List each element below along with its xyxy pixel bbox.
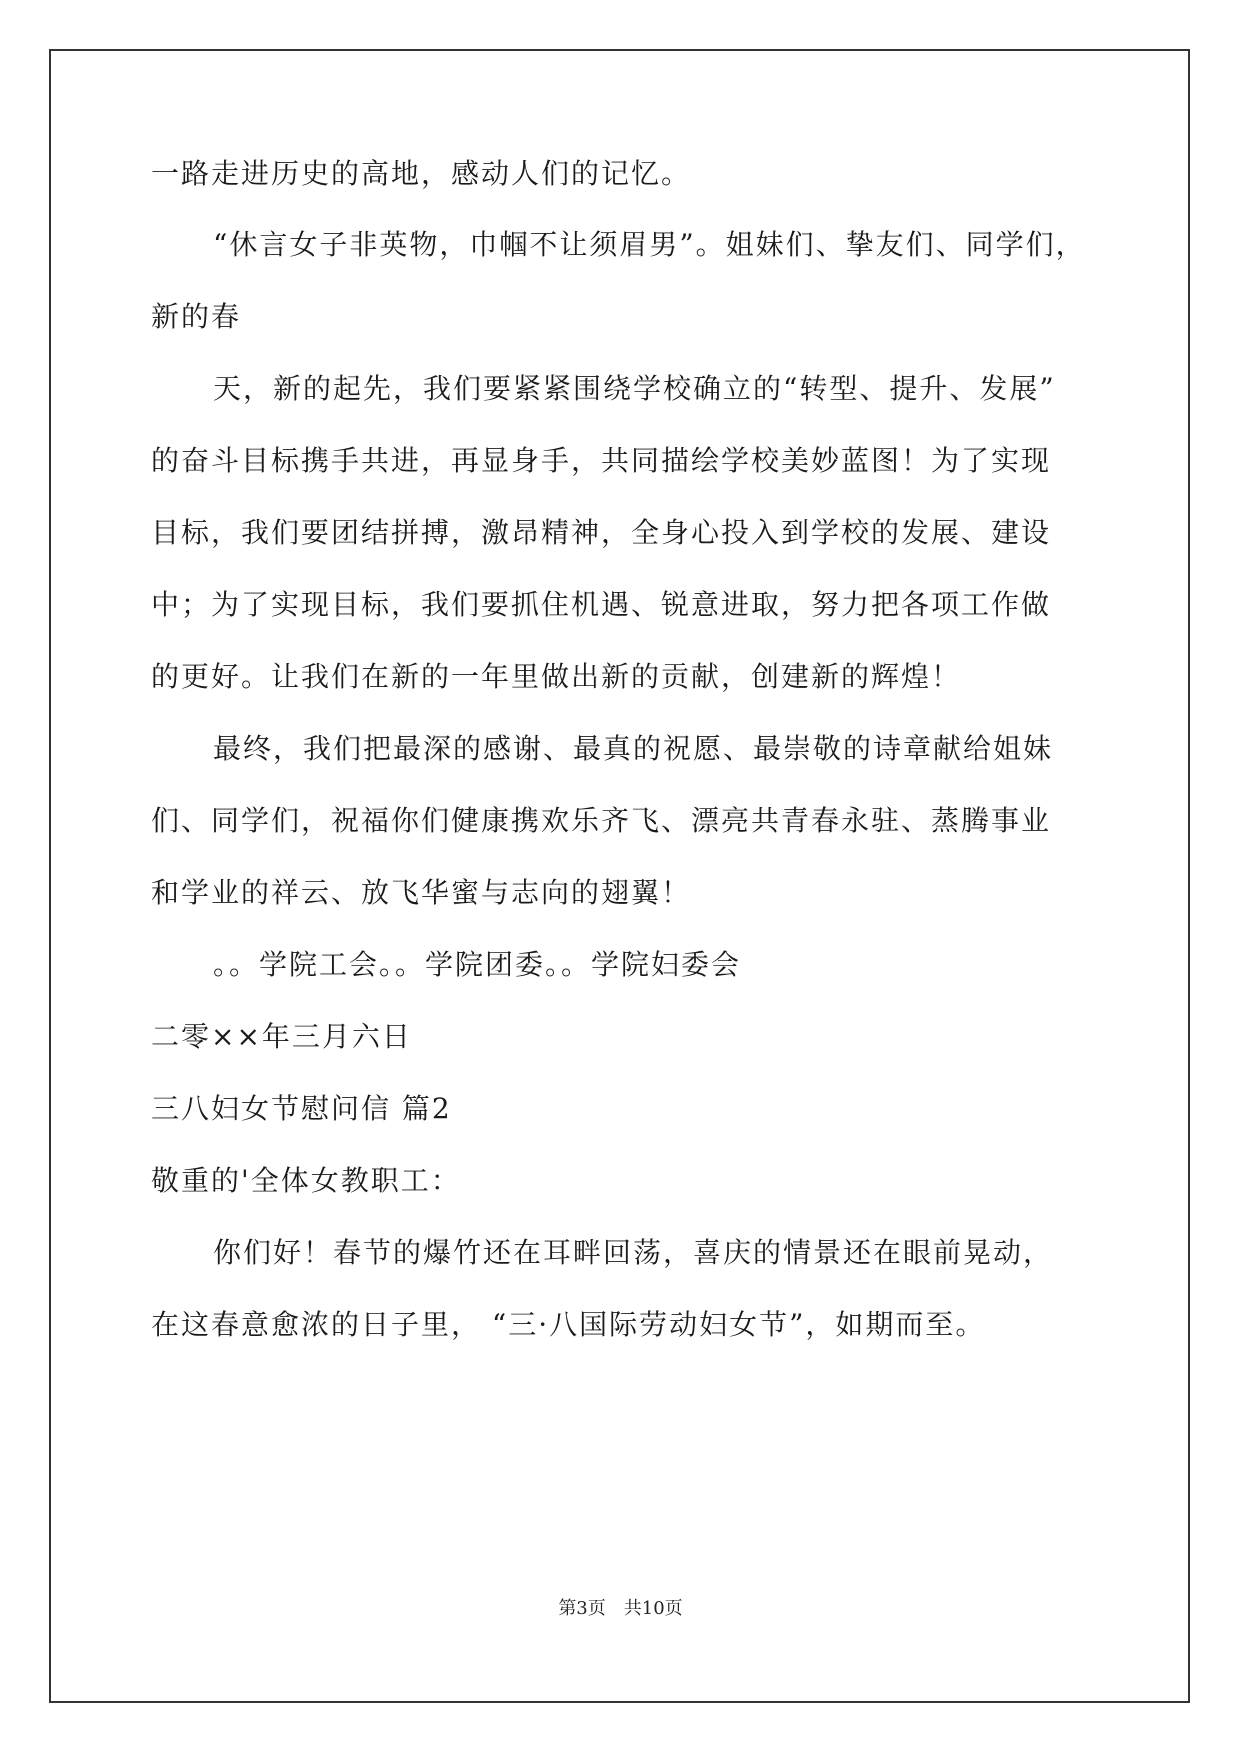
text-line: 目标，我们要团结拼搏，激昂精神，全身心投入到学校的发展、建设 — [151, 516, 1052, 549]
text-line: 们、同学们，祝福你们健康携欢乐齐飞、漂亮共青春永驻、蒸腾事业 — [151, 804, 1052, 837]
date-line: 二零××年三月六日 — [151, 1020, 412, 1053]
section-title: 三八妇女节慰问信 篇2 — [151, 1092, 452, 1125]
text-line: 的更好。让我们在新的一年里做出新的贡献，创建新的辉煌！ — [151, 660, 962, 693]
salutation: 敬重的'全体女教职工： — [151, 1164, 461, 1197]
page-number: 第3页 共10页 — [558, 1598, 683, 1619]
text-line: 的奋斗目标携手共进，再显身手，共同描绘学校美妙蓝图！为了实现 — [151, 444, 1052, 477]
text-line: 在这春意愈浓的日子里， “三·八国际劳动妇女节”，如期而至。 — [151, 1308, 986, 1341]
text-line: 最终，我们把最深的感谢、最真的祝愿、最崇敬的诗章献给姐妹 — [213, 732, 1054, 765]
text-line: 和学业的祥云、放飞华蜜与志向的翅翼！ — [151, 876, 692, 909]
text-line: 中；为了实现目标，我们要抓住机遇、锐意进取，努力把各项工作做 — [151, 588, 1052, 621]
text-line: 你们好！春节的爆竹还在耳畔回荡，喜庆的情景还在眼前晃动， — [213, 1236, 1054, 1269]
text-line: 一路走进历史的高地，感动人们的记忆。 — [151, 157, 692, 190]
signature-line: 。。学院工会。。学院团委。。学院妇委会 — [213, 948, 742, 981]
text-line: 天，新的起先，我们要紧紧围绕学校确立的“转型、提升、发展” — [213, 372, 1056, 405]
text-line: 新的春 — [151, 300, 242, 333]
text-line: “休言女子非英物，巾帼不让须眉男”。姐妹们、挚友们、同学们， — [213, 228, 1086, 261]
